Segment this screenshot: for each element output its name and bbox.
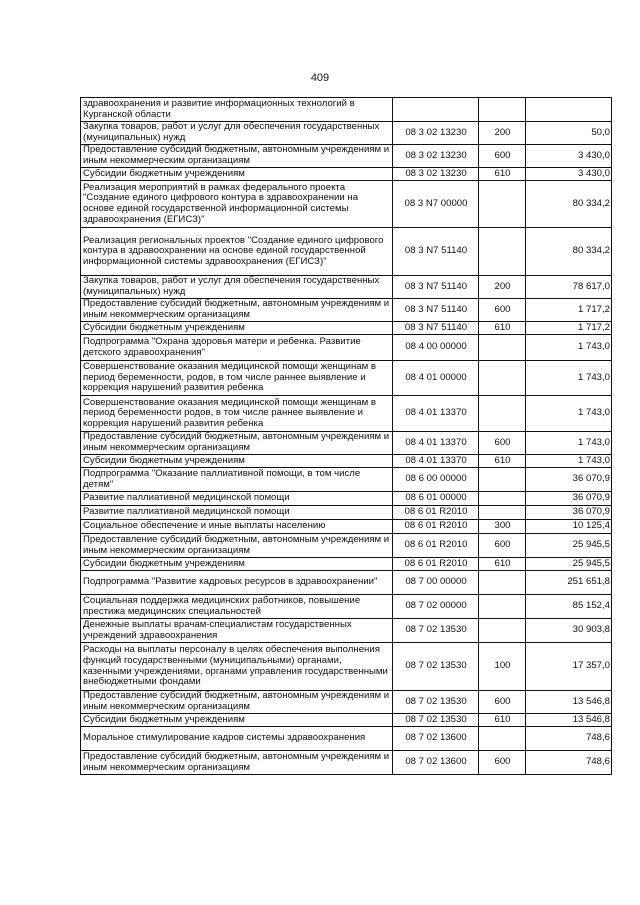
row-code: 08 7 02 13530	[393, 691, 479, 714]
table-row	[81, 571, 612, 595]
row-expense-type	[479, 396, 526, 432]
row-name: Социальное обеспечение и иные выплаты населению	[81, 520, 393, 534]
row-expense-type: 600	[479, 145, 526, 168]
row-amount: 1 717,2	[526, 299, 612, 322]
row-code: 08 7 02 13600	[393, 727, 479, 751]
row-name: здравоохранения и развитие информационных технологий в Курганской области	[81, 98, 393, 122]
row-expense-type: 200	[479, 276, 526, 299]
row-expense-type	[479, 506, 526, 520]
budget-table	[80, 97, 612, 775]
row-name: Расходы на выплаты персоналу в целях обеспечения выполнения функций государственными (муниципальными) органами, казенными учреждениями, органами управления государственными внебюджетными фондами	[81, 643, 393, 691]
row-amount: 748,6	[526, 751, 612, 775]
table-row	[81, 322, 612, 335]
row-expense-type	[479, 98, 526, 122]
row-amount: 30 903,8	[526, 619, 612, 643]
row-amount: 748,6	[526, 727, 612, 751]
row-name: Подпрограмма "Оказание паллиативной помощи, в том числе детям"	[81, 468, 393, 492]
table-row	[81, 181, 612, 228]
row-code: 08 3 02 13230	[393, 122, 479, 145]
row-code: 08 7 02 13600	[393, 751, 479, 775]
table-row	[81, 468, 612, 492]
row-expense-type	[479, 228, 526, 276]
row-name: Предоставление субсидий бюджетным, автономным учреждениям и иным некоммерческим организациям	[81, 691, 393, 714]
row-expense-type	[479, 571, 526, 595]
row-name: Субсидии бюджетным учреждениям	[81, 168, 393, 181]
table-row	[81, 396, 612, 432]
row-expense-type: 610	[479, 558, 526, 571]
row-name: Совершенствование оказания медицинской помощи женщинам в период беременности родов, в том числе раннее выявление и коррекция нарушений развития ребенка	[81, 396, 393, 432]
row-expense-type: 600	[479, 751, 526, 775]
row-code: 08 6 01 R2010	[393, 520, 479, 534]
row-amount: 251 651,8	[526, 571, 612, 595]
table-row	[81, 727, 612, 751]
row-expense-type: 600	[479, 299, 526, 322]
row-expense-type: 610	[479, 168, 526, 181]
row-code: 08 3 N7 51140	[393, 299, 479, 322]
row-code: 08 7 02 00000	[393, 595, 479, 619]
row-name: Денежные выплаты врачам-специалистам государственных учреждений здравоохранения	[81, 619, 393, 643]
row-amount: 25 945,5	[526, 534, 612, 558]
row-name: Субсидии бюджетным учреждениям	[81, 322, 393, 335]
row-amount: 10 125,4	[526, 520, 612, 534]
row-code: 08 4 00 00000	[393, 335, 479, 361]
row-amount: 80 334,2	[526, 228, 612, 276]
table-row	[81, 506, 612, 520]
row-code: 08 4 01 13370	[393, 432, 479, 455]
row-name: Социальная поддержка медицинских работников, повышение престижа медицинских специальностей	[81, 595, 393, 619]
row-amount: 13 546,8	[526, 714, 612, 727]
row-name: Субсидии бюджетным учреждениям	[81, 714, 393, 727]
row-code: 08 6 01 R2010	[393, 558, 479, 571]
row-expense-type: 600	[479, 432, 526, 455]
row-amount: 1 743,0	[526, 432, 612, 455]
row-amount: 78 617,0	[526, 276, 612, 299]
row-code: 08 3 N7 51140	[393, 322, 479, 335]
row-expense-type: 610	[479, 322, 526, 335]
row-code: 08 6 00 00000	[393, 468, 479, 492]
row-name: Предоставление субсидий бюджетным, автономным учреждениям и иным некоммерческим организациям	[81, 751, 393, 775]
row-code: 08 6 01 R2010	[393, 506, 479, 520]
table-row	[81, 595, 612, 619]
row-name: Закупка товаров, работ и услуг для обеспечения государственных (муниципальных) нужд	[81, 122, 393, 145]
row-code: 08 3 N7 51140	[393, 276, 479, 299]
table-row	[81, 691, 612, 714]
row-amount: 3 430,0	[526, 168, 612, 181]
row-code: 08 4 01 13370	[393, 396, 479, 432]
row-expense-type: 300	[479, 520, 526, 534]
row-name: Предоставление субсидий бюджетным, автономным учреждениям и иным некоммерческим организациям	[81, 145, 393, 168]
row-expense-type: 610	[479, 714, 526, 727]
table-row	[81, 432, 612, 455]
table-row	[81, 643, 612, 691]
row-expense-type: 100	[479, 643, 526, 691]
row-amount: 36 070,9	[526, 468, 612, 492]
row-code: 08 6 01 00000	[393, 492, 479, 506]
row-expense-type	[479, 619, 526, 643]
row-code: 08 3 N7 51140	[393, 228, 479, 276]
row-code: 08 4 01 13370	[393, 455, 479, 468]
row-amount: 1 743,0	[526, 455, 612, 468]
page-number: 409	[310, 72, 330, 84]
row-name: Подпрограмма "Охрана здоровья матери и ребенка. Развитие детского здравоохранения"	[81, 335, 393, 361]
table-row	[81, 122, 612, 145]
row-expense-type	[479, 335, 526, 361]
row-expense-type	[479, 595, 526, 619]
row-amount: 85 152,4	[526, 595, 612, 619]
row-name: Реализация мероприятий в рамках федерального проекта "Создание единого цифрового контура в здравоохранении на основе единой государственной информационной системы здравоохранения (ЕГИСЗ)"	[81, 181, 393, 228]
row-expense-type	[479, 361, 526, 396]
row-amount: 17 357,0	[526, 643, 612, 691]
row-expense-type	[479, 468, 526, 492]
row-name: Субсидии бюджетным учреждениям	[81, 455, 393, 468]
row-name: Моральное стимулирование кадров системы здравоохранения	[81, 727, 393, 751]
row-amount: 25 945,5	[526, 558, 612, 571]
table-row	[81, 145, 612, 168]
row-name: Подпрограмма "Развитие кадровых ресурсов в здравоохранении"	[81, 571, 393, 595]
row-expense-type	[479, 492, 526, 506]
row-code: 08 3 02 13230	[393, 168, 479, 181]
row-code: 08 4 01 00000	[393, 361, 479, 396]
row-amount: 1 717,2	[526, 322, 612, 335]
row-name: Реализация региональных проектов "Создание единого цифрового контура в здравоохранении на основе единой государственной информационной системы здравоохранения (ЕГИСЗ)"	[81, 228, 393, 276]
row-amount: 1 743,0	[526, 396, 612, 432]
row-amount: 1 743,0	[526, 335, 612, 361]
row-name: Развитие паллиативной медицинской помощи	[81, 492, 393, 506]
table-row	[81, 455, 612, 468]
row-name: Совершенствование оказания медицинской помощи женщинам в период беременности, родов, в том числе раннее выявление и коррекция нарушений развития ребенка	[81, 361, 393, 396]
row-amount: 13 546,8	[526, 691, 612, 714]
row-name: Закупка товаров, работ и услуг для обеспечения государственных (муниципальных) нужд	[81, 276, 393, 299]
table-row	[81, 619, 612, 643]
row-code: 08 6 01 R2010	[393, 534, 479, 558]
row-code: 08 3 02 13230	[393, 145, 479, 168]
row-expense-type: 200	[479, 122, 526, 145]
table-row	[81, 228, 612, 276]
row-amount: 36 070,9	[526, 506, 612, 520]
row-name: Предоставление субсидий бюджетным, автономным учреждениям и иным некоммерческим организациям	[81, 299, 393, 322]
row-name: Предоставление субсидий бюджетным, автономным учреждениям и иным некоммерческим организациям	[81, 432, 393, 455]
table-row	[81, 335, 612, 361]
table-row	[81, 276, 612, 299]
table-row	[81, 98, 612, 122]
row-expense-type	[479, 181, 526, 228]
row-name: Предоставление субсидий бюджетным, автономным учреждениям и иным некоммерческим организациям	[81, 534, 393, 558]
row-code: 08 7 02 13530	[393, 643, 479, 691]
table-row	[81, 558, 612, 571]
table-row	[81, 534, 612, 558]
row-name: Развитие паллиативной медицинской помощи	[81, 506, 393, 520]
row-amount: 3 430,0	[526, 145, 612, 168]
table-row	[81, 520, 612, 534]
table-row	[81, 492, 612, 506]
row-code: 08 7 02 13530	[393, 714, 479, 727]
row-amount: 80 334,2	[526, 181, 612, 228]
row-amount: 50,0	[526, 122, 612, 145]
row-expense-type: 610	[479, 455, 526, 468]
row-code	[393, 98, 479, 122]
table-row	[81, 751, 612, 775]
row-expense-type	[479, 727, 526, 751]
table-row	[81, 299, 612, 322]
row-amount: 1 743,0	[526, 361, 612, 396]
table-row	[81, 361, 612, 396]
row-amount	[526, 98, 612, 122]
row-expense-type: 600	[479, 691, 526, 714]
row-expense-type: 600	[479, 534, 526, 558]
row-name: Субсидии бюджетным учреждениям	[81, 558, 393, 571]
table-row	[81, 168, 612, 181]
row-code: 08 3 N7 00000	[393, 181, 479, 228]
row-code: 08 7 00 00000	[393, 571, 479, 595]
row-amount: 36 070,9	[526, 492, 612, 506]
table-row	[81, 714, 612, 727]
row-code: 08 7 02 13530	[393, 619, 479, 643]
